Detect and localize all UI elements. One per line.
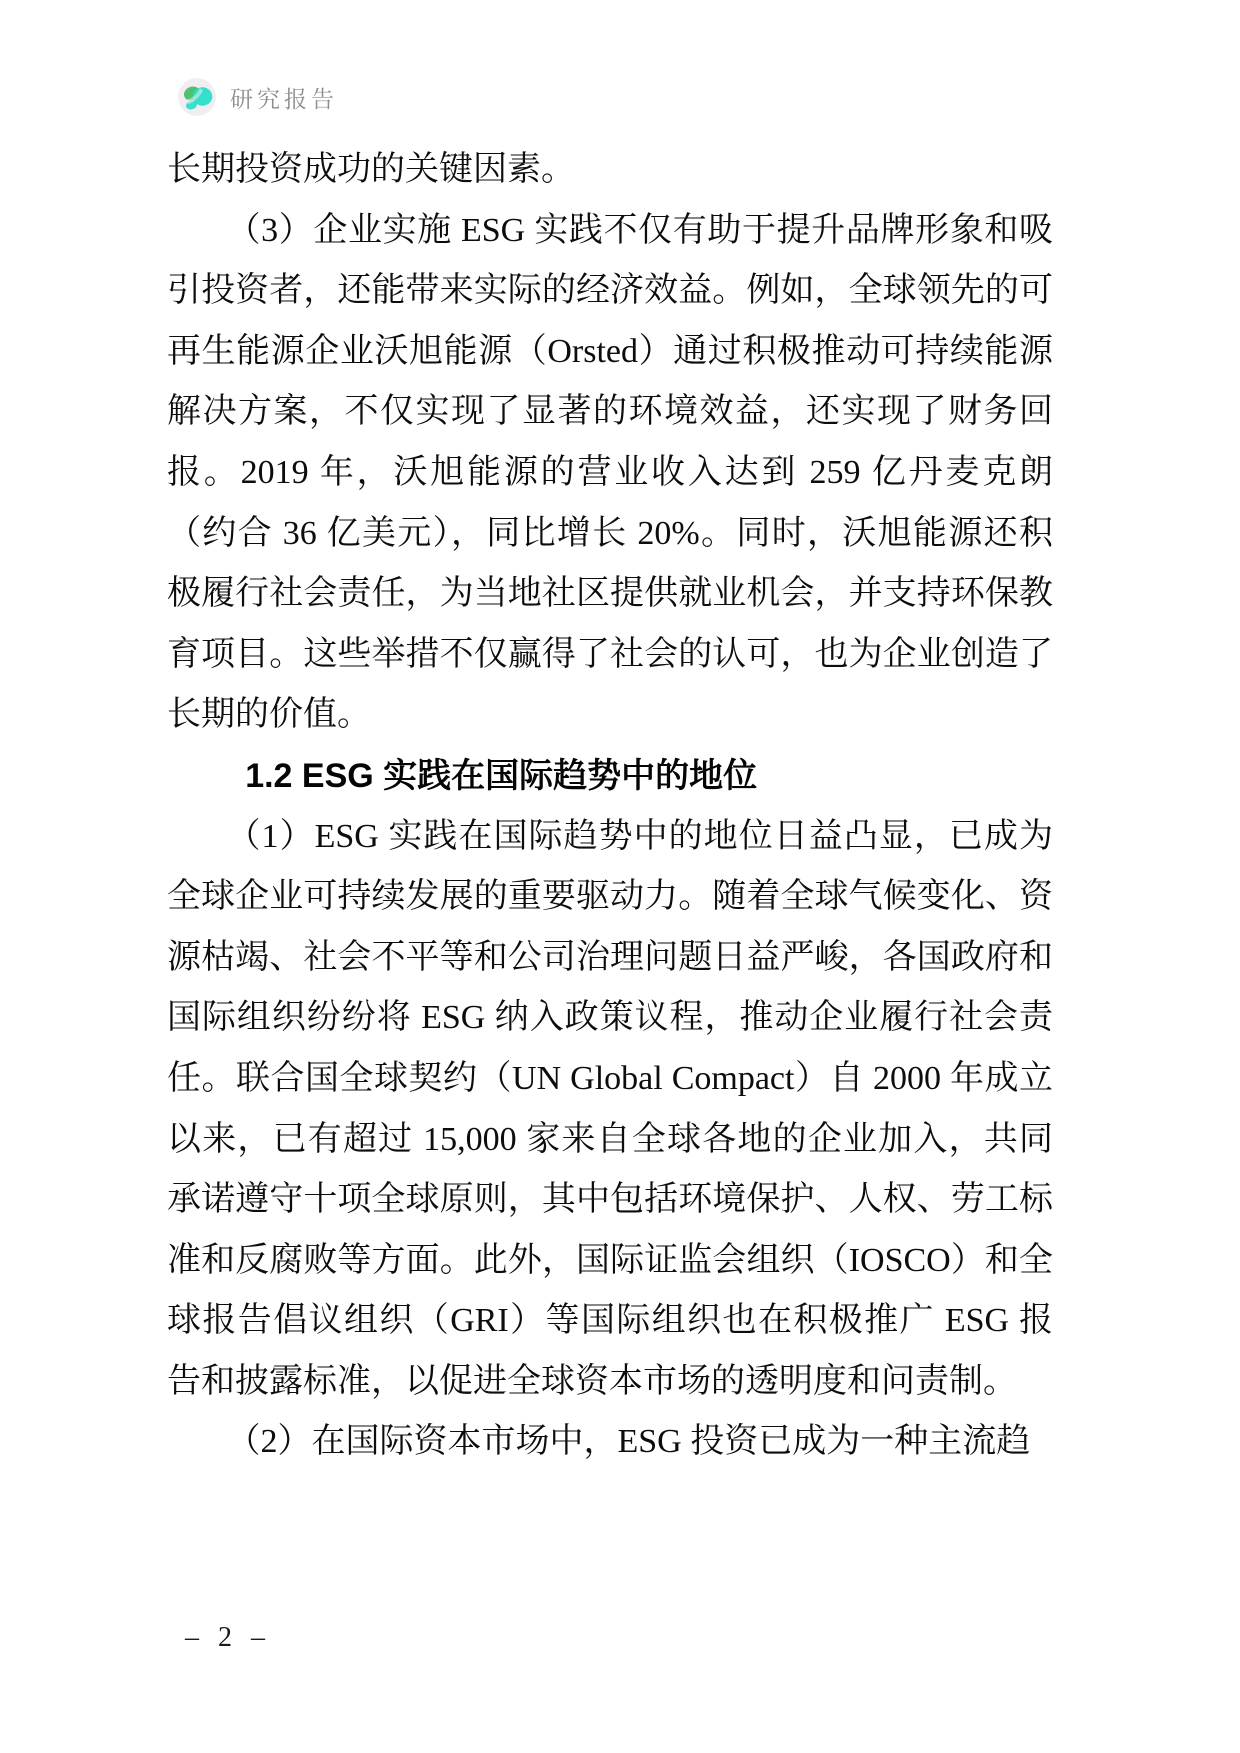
paragraph-item-2: （2）在国际资本市场中，ESG 投资已成为一种主流趋	[226, 1423, 1031, 1461]
brand-label: 研究报告	[230, 86, 338, 112]
paragraph-item-1: （1）ESG 实践在国际趋势中的地位日益凸显，已成为全球企业可持续发展的重要驱动力。随着全球气候变化、资源枯竭、社会不平等和公司治理问题日益严峻，各国政府和国际组织纷纷将 ESG 纳入政策议程，推动企业履行社会责任。联合国全球契约（UN Global Compact）自 2000 年成立以来，已有超过 15,000 家来自全球各地的企业加入，共同承诺遵守十项全球原则，其中包括环境保护、人权、劳工标准和反腐败等方面。此外，国际证监会组织（IOSCO）和全球报告倡议组织（GRI）等国际组织也在积极推广 ESG 报告和披露标准，以促进全球资本市场的透明度和问责制。	[167, 817, 1053, 1400]
page-number: – 2 –	[185, 1622, 271, 1653]
paragraph-continuation: 长期投资成功的关键因素。	[167, 151, 575, 188]
document-body	[167, 140, 1053, 1473]
paragraph-item-3: （3）企业实施 ESG 实践不仅有助于提升品牌形象和吸引投资者，还能带来实际的经济效益。例如，全球领先的可再生能源企业沃旭能源（Orsted）通过积极推动可持续能源解决方案，不仅实现了显著的环境效益，还实现了财务回报。2019 年，沃旭能源的营业收入达到 259 亿丹麦克朗（约合 36 亿美元），同比增长 20%。同时，沃旭能源还积极履行社会责任，为当地社区提供就业机会，并支持环保教育项目。这些举措不仅赢得了社会的认可，也为企业创造了长期的价值。	[167, 211, 1053, 734]
page-header	[178, 78, 338, 116]
section-heading-1-2: 1.2 ESG 实践在国际趋势中的地位	[245, 756, 758, 795]
leaf-swirl-logo-icon	[178, 78, 216, 116]
